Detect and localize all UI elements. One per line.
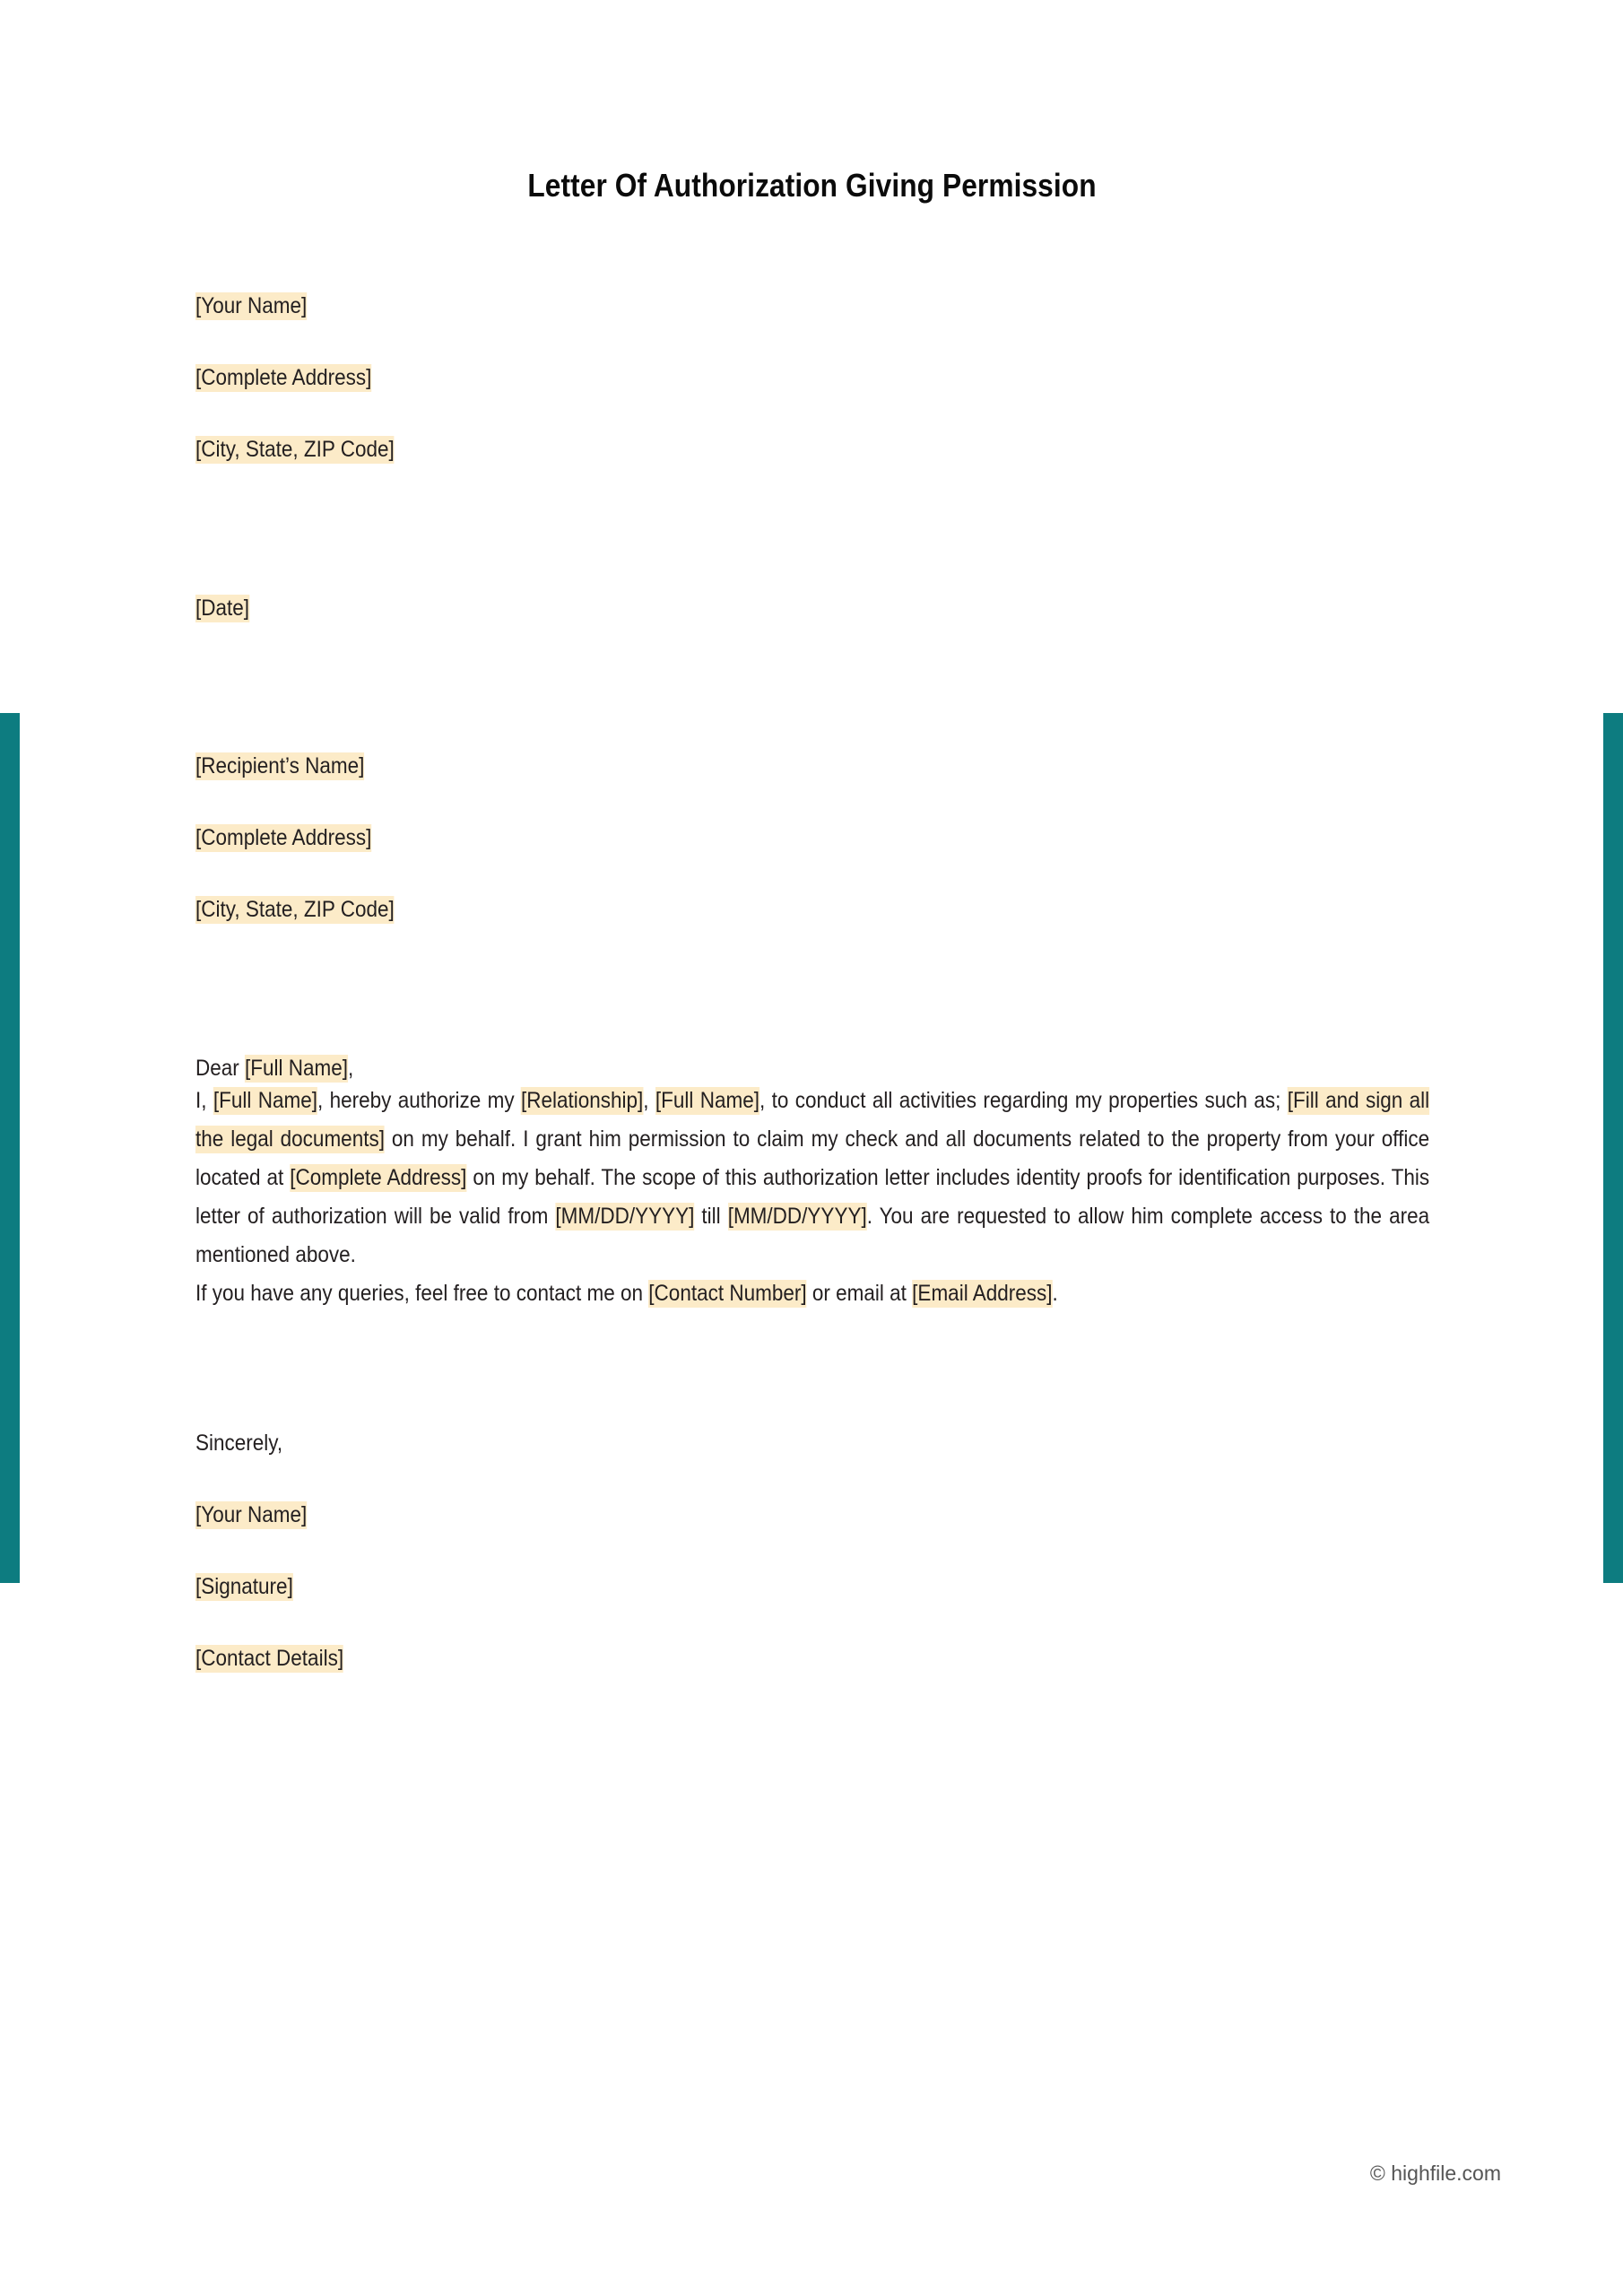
sender-city-state-zip — [195, 436, 1306, 463]
p2-placeholder-email-address: [Email Address] — [912, 1281, 1053, 1306]
recipient-name-placeholder: [Recipient’s Name] — [195, 753, 365, 778]
footer-copyright: © highfile.com — [1369, 2161, 1501, 2185]
p2-seg-2: or email at — [806, 1281, 913, 1306]
p2-placeholder-contact-number: [Contact Number] — [648, 1281, 807, 1306]
closing-block — [195, 1430, 1428, 1672]
recipient-address-block — [195, 752, 1428, 923]
p1-placeholder-full-name-1: [Full Name] — [213, 1088, 317, 1113]
p1-seg-7: till — [694, 1204, 728, 1229]
body-paragraph-2 — [195, 1274, 1429, 1313]
document-content — [195, 0, 1428, 1672]
sender-address-placeholder: [Complete Address] — [195, 365, 372, 390]
p2-seg-1: If you have any queries, feel free to contact me on — [195, 1281, 649, 1306]
accent-bar-left — [0, 713, 20, 1583]
closing-signature-placeholder: [Signature] — [195, 1574, 293, 1599]
closing-contact-details-placeholder: [Contact Details] — [195, 1646, 344, 1671]
sender-address — [195, 364, 1306, 391]
salutation-suffix: , — [348, 1056, 354, 1081]
recipient-name — [195, 752, 1306, 779]
recipient-address-placeholder: [Complete Address] — [195, 825, 372, 850]
p1-seg-2: , hereby authorize my — [317, 1088, 521, 1113]
p1-seg-4: , to conduct all activities regarding my properties such as; — [759, 1088, 1288, 1113]
salutation-line — [195, 1055, 1306, 1082]
p1-placeholder-date-till: [MM/DD/YYYY] — [727, 1204, 867, 1229]
sender-address-block — [195, 292, 1428, 463]
p1-placeholder-full-name-2: [Full Name] — [655, 1088, 760, 1113]
recipient-address — [195, 824, 1306, 851]
p2-seg-3: . — [1052, 1281, 1058, 1306]
body-paragraph-1 — [195, 1082, 1429, 1274]
date-line — [195, 595, 1306, 622]
date-placeholder: [Date] — [195, 596, 250, 621]
closing-name-placeholder: [Your Name] — [195, 1502, 308, 1527]
recipient-city-state-zip-placeholder: [City, State, ZIP Code] — [195, 897, 395, 922]
p1-seg-1: I, — [195, 1088, 213, 1113]
date-block — [195, 595, 1428, 622]
sender-name — [195, 292, 1306, 319]
p1-placeholder-legal-documents: [Fill and sign all the legal documents] — [195, 1088, 1430, 1152]
salutation-prefix: Dear — [195, 1056, 246, 1081]
p1-placeholder-date-from: [MM/DD/YYYY] — [555, 1204, 695, 1229]
p1-placeholder-complete-address: [Complete Address] — [290, 1165, 467, 1190]
p1-placeholder-relationship: [Relationship] — [520, 1088, 644, 1113]
recipient-city-state-zip — [195, 896, 1306, 923]
p1-seg-5: on my behalf. I grant him permission to claim my check and all documents related to the property from your office located at — [195, 1126, 1430, 1190]
p1-seg-8: . You are requested to allow him complete access to the area mentioned above. — [195, 1204, 1430, 1267]
closing-contact-details — [195, 1645, 1306, 1672]
salutation-block — [195, 1055, 1428, 1082]
sign-off: Sincerely, — [195, 1431, 283, 1456]
sender-name-placeholder: [Your Name] — [195, 293, 308, 318]
closing-name — [195, 1501, 1306, 1528]
p1-seg-6: on my behalf. The scope of this authorization letter includes identity proofs for identification purposes. This letter of authorization will be valid from — [195, 1165, 1430, 1229]
accent-bar-right — [1603, 713, 1623, 1583]
closing-signature — [195, 1573, 1306, 1600]
salutation-name-placeholder: [Full Name] — [245, 1056, 349, 1081]
sender-city-state-zip-placeholder: [City, State, ZIP Code] — [195, 437, 395, 462]
page-title: Letter Of Authorization Giving Permission — [527, 167, 1097, 204]
p1-seg-3: , — [643, 1088, 655, 1113]
